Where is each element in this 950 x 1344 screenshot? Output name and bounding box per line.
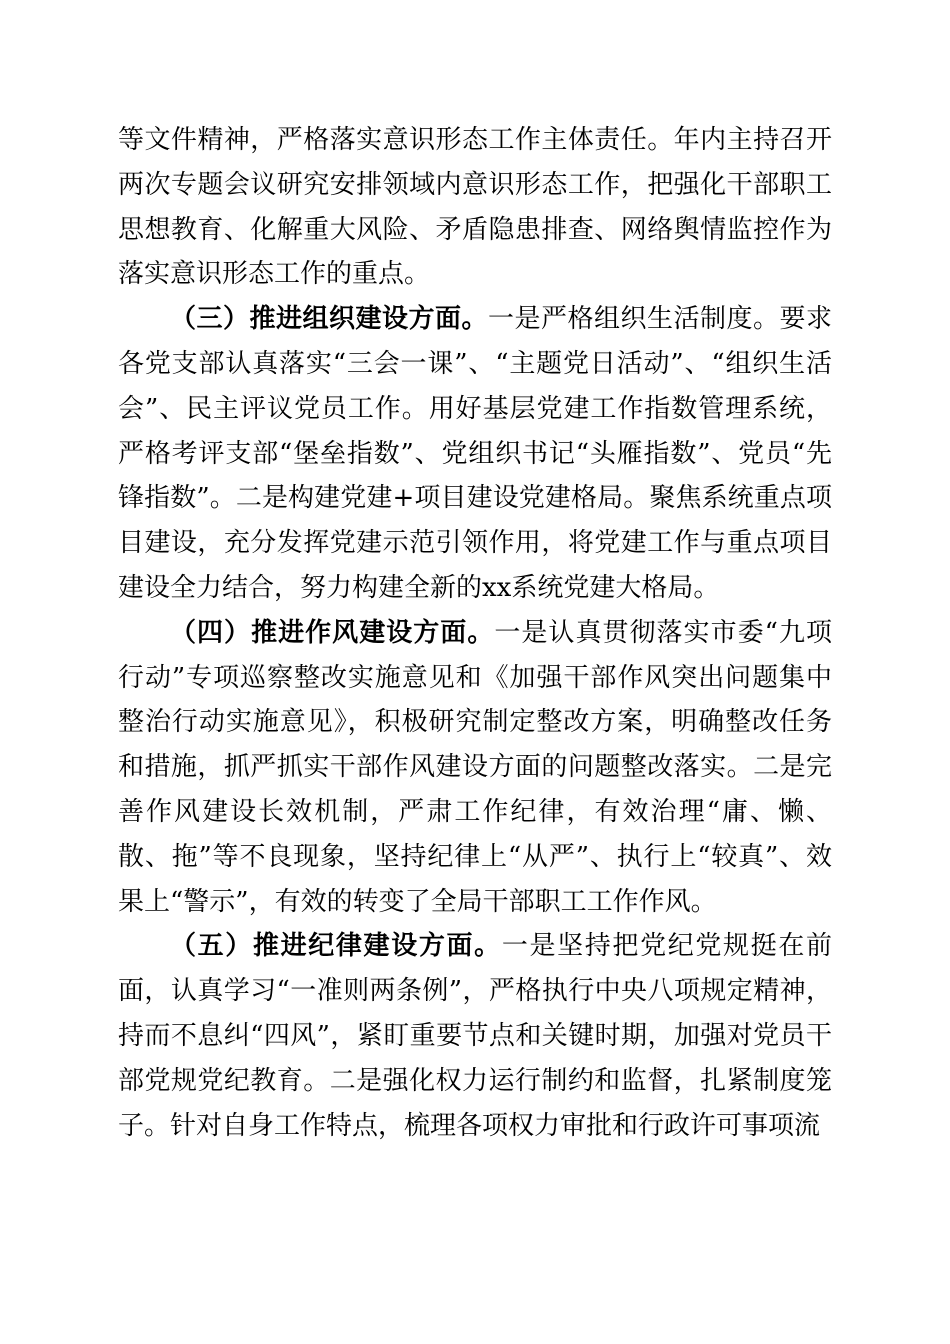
paragraph-work-style-body: 一是认真贯彻落实市委“九项行动”专项巡察整改实施意见和《加强干部作风突出问题集中整治行动实施意见》，积极研究制定整改方案，明确整改任务和措施，抓严抓实干部作风建设方面的问题整改落实。二是完善作风建设长效机制，严肃工作纪律，有效治理“庸、懒、散、拖”等不良现象，坚持纪律上“从严”、执行上“较真”、效果上“警示”，有效的转变了全局干部职工工作作风。 [118, 617, 832, 917]
document-body [118, 118, 832, 1148]
paragraph-discipline-body: 一是坚持把党纪党规挺在前面，认真学习“一准则两条例”，严格执行中央八项规定精神，持而不息纠“四风”，紧盯重要节点和关键时期，加强对党员干部党规党纪教育。二是强化权力运行制约和监督，扎紧制度笼子。针对自身工作特点，梳理各项权力审批和行政许可事项流 [118, 931, 832, 1141]
section-heading-discipline: （五）推进纪律建设方面。 [170, 931, 502, 962]
paragraph-organization [118, 297, 832, 611]
section-heading-organization: （三）推进组织建设方面。 [170, 304, 488, 335]
section-heading-work-style: （四）推进作风建设方面。 [170, 617, 495, 648]
paragraph-1-body: 等文件精神，严格落实意识形态工作主体责任。年内主持召开两次专题会议研究安排领域内意识形态工作，把强化干部职工思想教育、化解重大风险、矛盾隐患排查、网络舆情监控作为落实意识形态工作的重点。 [118, 125, 832, 290]
paragraph-work-style [118, 611, 832, 925]
paragraph-discipline [118, 924, 832, 1148]
paragraph-1 [118, 118, 832, 297]
paragraph-organization-body: 一是严格组织生活制度。要求各党支部认真落实“三会一课”、“主题党日活动”、“组织生活会”、民主评议党员工作。用好基层党建工作指数管理系统，严格考评支部“堡垒指数”、党组织书记“头雁指数”、党员“先锋指数”。二是构建党建+项目建设党建格局。聚焦系统重点项目建设，充分发挥党建示范引领作用，将党建工作与重点项目建设全力结合，努力构建全新的xx系统党建大格局。 [118, 304, 832, 603]
